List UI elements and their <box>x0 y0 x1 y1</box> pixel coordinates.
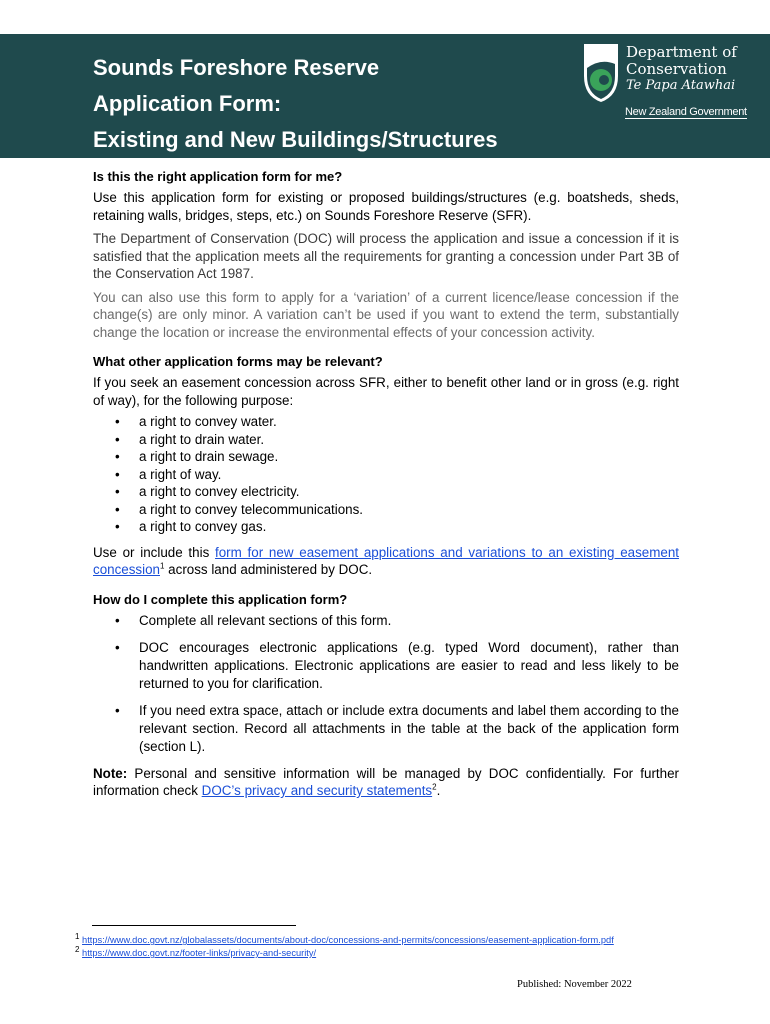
list-item: • a right to convey telecommunications. <box>93 501 679 519</box>
list-item: • a right to convey water. <box>93 413 679 431</box>
footnote-divider <box>92 925 296 926</box>
easement-form-link[interactable]: form for new easement applications and variations to an existing easement concession <box>93 544 679 577</box>
logo-line-3: Te Papa Atawhai <box>626 78 736 93</box>
paragraph-easement: If you seek an easement concession across SFR, either to benefit other land or in gross (e.g. right of way), for the following purpose: <box>93 375 679 408</box>
main-content <box>93 168 679 806</box>
list-item: • If you need extra space, attach or include extra documents and label them according to the relevant section. Record all attachments in the table at the back of the application form (section L). <box>93 702 679 756</box>
footnotes <box>75 925 695 960</box>
footnote-number: 2 <box>75 944 80 954</box>
published-date: Published: November 2022 <box>517 979 632 990</box>
paragraph-use-form: Use this application form for existing or proposed buildings/structures (e.g. boatsheds, sheds, retaining walls, bridges, steps, etc.) on Sounds Foreshore Reserve (SFR). <box>93 190 679 223</box>
list-item: • DOC encourages electronic applications (e.g. typed Word document), rather than handwritten applications. Electronic applications are easier to read and less likely to be returned to you for clarification. <box>93 639 679 693</box>
section-heading-other-forms: What other application forms may be relevant? <box>93 354 383 369</box>
paragraph-variation: You can also use this form to apply for a ‘variation’ of a current licence/lease concession if the change(s) are only minor. A variation can’t be used if you want to extend the term, substantially change the location or increase the environmental effects of your concession activity. <box>93 289 679 340</box>
list-item: • a right to drain sewage. <box>93 448 679 466</box>
list-item: • a right to drain water. <box>93 431 679 449</box>
privacy-link[interactable]: DOC’s privacy and security statements <box>201 783 433 798</box>
logo-line-2: Conservation <box>626 60 727 78</box>
footnote-ref-1: 1 <box>160 561 165 571</box>
list-item: • a right to convey electricity. <box>93 483 679 501</box>
note-label: Note: <box>93 765 128 781</box>
section-heading-right-form: Is this the right application form for me? <box>93 169 343 184</box>
note-paragraph <box>93 765 679 800</box>
nz-government-logo <box>625 106 747 118</box>
page-title <box>93 50 498 158</box>
footnote-link[interactable]: https://www.doc.govt.nz/footer-links/privacy-and-security/ <box>82 948 317 958</box>
doc-logo-icon <box>582 42 620 104</box>
footnote-link[interactable]: https://www.doc.govt.nz/globalassets/documents/about-doc/concessions-and-permits/concessions/easement-application-form.pdf <box>82 935 614 945</box>
doc-logo-text <box>626 44 737 94</box>
note-text: Personal and sensitive information will be managed by DOC confidentially. For further information check <box>93 765 679 798</box>
footnote-ref-2: 2 <box>432 782 437 792</box>
list-item: • Complete all relevant sections of this form. <box>93 612 679 630</box>
list-item: • a right to convey gas. <box>93 518 679 536</box>
title-line-1: Sounds Foreshore Reserve <box>93 55 380 80</box>
paragraph-easement-form <box>93 544 679 579</box>
easement-purpose-list <box>93 413 679 536</box>
paragraph-doc-process: The Department of Conservation (DOC) will process the application and issue a concession if it is satisfied that the application meets all the requirements for granting a concession under Part 3B of the Conservation Act 1987. <box>93 231 679 281</box>
note-end: . <box>436 783 441 798</box>
footnote-1 <box>75 931 695 947</box>
completion-steps-list <box>93 612 679 756</box>
easement-form-pre: Use or include this <box>93 544 216 560</box>
nz-government-text: New Zealand Government <box>625 106 747 118</box>
logo-line-1: Department of <box>626 43 737 61</box>
title-line-2: Application Form: <box>93 91 282 116</box>
footnote-2 <box>75 944 695 960</box>
list-item: • a right of way. <box>93 466 679 484</box>
section-heading-complete-form: How do I complete this application form? <box>93 591 348 607</box>
footnote-number: 1 <box>75 931 80 941</box>
easement-form-post: across land administered by DOC. <box>164 562 373 577</box>
title-line-3: Existing and New Buildings/Structures <box>93 127 498 152</box>
